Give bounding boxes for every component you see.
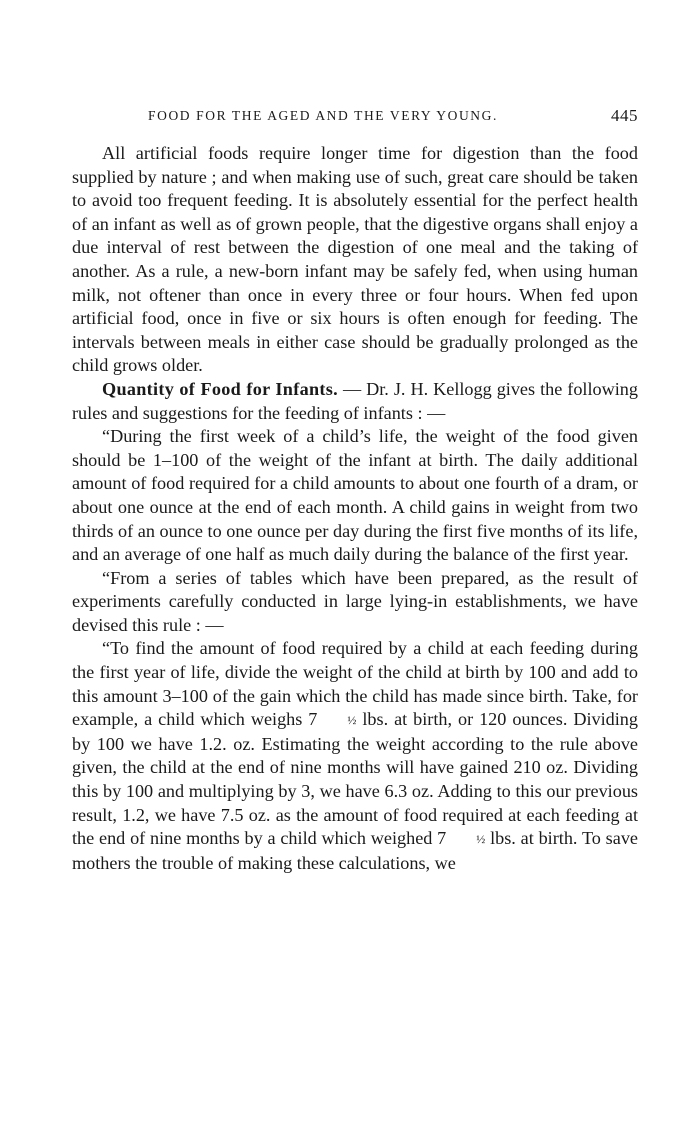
running-header (72, 104, 638, 132)
paragraph-tables (72, 567, 638, 638)
paragraph-text: All artificial foods require longer time for digestion than the food supplied by nature ; and when making use of such, great care should be taken to avoid too frequent feeding. It is absolutely essential for the perfect health of an infant as well as of grown people, that the digestive organs shall enjoy a due interval of rest between the digestion of one meal and the taking of another. As a rule, a new-born infant may be safely fed, when using human milk, not oftener than once in every three or four hours. When fed upon artificial food, once in five or six hours is often enough for feeding. The intervals between meals in either case should be gradually prolonged as the child grows older. (72, 143, 638, 376)
paragraph-text: — Dr. J. H. Kellogg gives the following rules and suggestions for the feeding of infants : — (72, 378, 638, 423)
paragraph-first-week (72, 425, 638, 567)
page-number: 445 (611, 106, 638, 125)
body-text (72, 142, 638, 875)
paragraph-text: lbs. at birth, or 120 ounces. Dividing by 100 we have 1.2. oz. Estimating the weight according to the rule above given, the child at the end of nine months will have gained 210 oz. Dividing this by 100 and multiplying by 3, we have 6.3 oz. Adding to this our previous result, 1.2, we have 7.5 oz. as the amount of food required at each feeding at the end of nine months by a child which weighed 7 (72, 709, 638, 849)
paragraph-quantity-intro (72, 378, 638, 425)
paragraph-rule (72, 637, 638, 875)
fraction-half: ½ (347, 713, 357, 728)
paragraph-text: “During the first week of a child’s life, the weight of the food given should be 1–100 of the weight of the infant at birth. The daily additional amount of food required for a child amounts to about one fourth of a dram, or about one ounce at the end of each month. A child gains in weight from two thirds of an ounce to one ounce per day during the first five months of its life, and an average of one half as much daily during the balance of the first year. (72, 426, 638, 565)
paragraph-text: “From a series of tables which have been prepared, as the result of experiments carefully conducted in large lying-in establishments, we have devised this rule : — (72, 567, 638, 635)
paragraph-text: “To find the amount of food required by a child at each feeding during the first year of life, divide the weight of the child at birth by 100 and add to this amount 3–100 of the gain which the child has made since birth. Take, for example, a child which weighs 7 (72, 638, 638, 730)
book-page (72, 104, 638, 875)
section-heading: Quantity of Food for Infants. (102, 378, 338, 399)
paragraph-text: lbs. at birth. To save mothers the trouble of making these calculations, we (72, 828, 638, 873)
fraction-half: ½ (476, 832, 486, 847)
running-title: FOOD FOR THE AGED AND THE VERY YOUNG. (148, 108, 498, 123)
paragraph-digestion (72, 142, 638, 378)
